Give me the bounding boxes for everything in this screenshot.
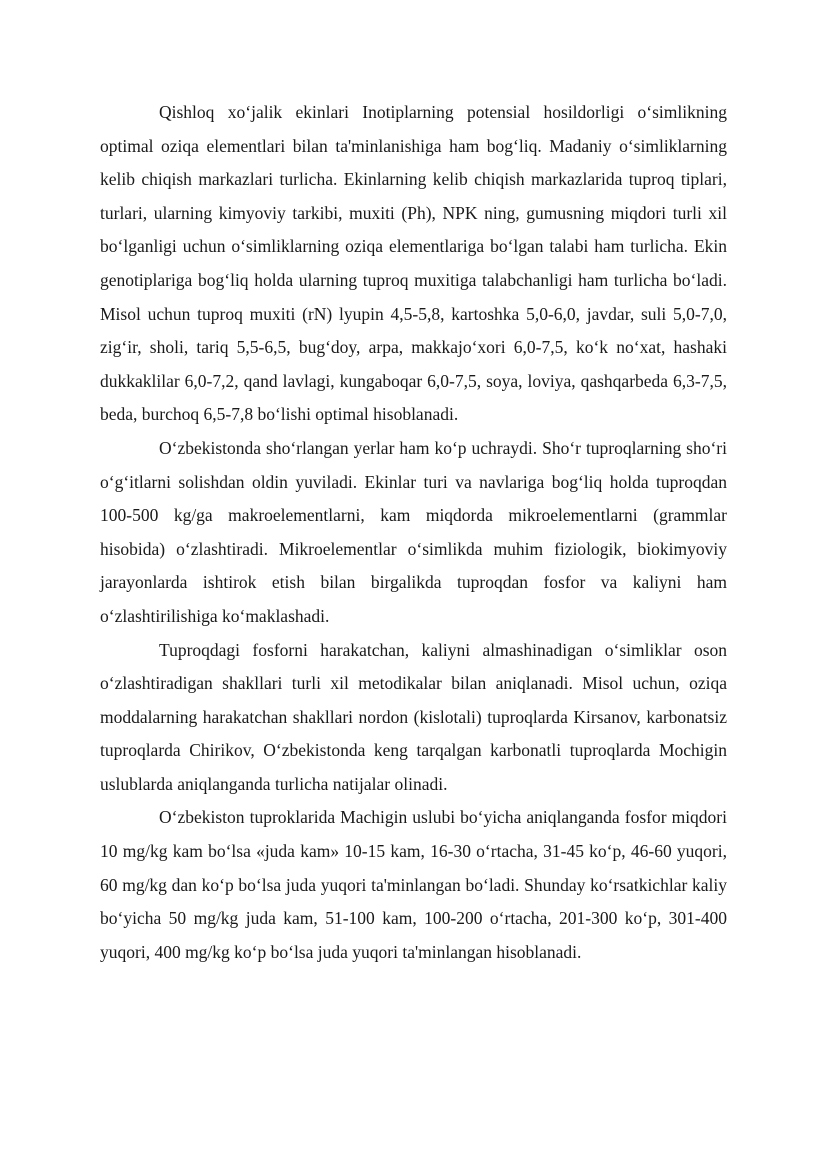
document-page	[100, 96, 727, 969]
paragraph-4: O‘zbekiston tuproklarida Machigin uslubi bo‘yicha aniqlanganda fosfor miqdori 10 mg/kg kam bo‘lsa «juda kam» 10-15 kam, 16-30 o‘rtacha, 31-45 ko‘p, 46-60 yuqori, 60 mg/kg dan ko‘p bo‘lsa juda yuqori ta'minlangan bo‘ladi. Shunday ko‘rsatkichlar kaliy bo‘yicha 50 mg/kg juda kam, 51-100 kam, 100-200 o‘rtacha, 201-300 ko‘p, 301-400 yuqori, 400 mg/kg ko‘p bo‘lsa juda yuqori ta'minlangan hisoblanadi.	[100, 807, 727, 962]
paragraph-1: Qishloq xo‘jalik ekinlari Inotiplarning potensial hosildorligi o‘simlikning optimal oziqa elementlari bilan ta'minlanishiga ham bog‘liq. Madaniy o‘simliklarning kelib chiqish markazlari turlicha. Ekinlarning kelib chiqish markazlarida tuproq tiplari, turlari, ularning kimyoviy tarkibi, muxiti (Ph), NPK ning, gumusning miqdori turli xil bo‘lganligi uchun o‘simliklarning oziqa elementlariga bo‘lgan talabi ham turlicha. Ekin genotiplariga bog‘liq holda ularning tuproq muxitiga talabchanligi ham turlicha bo‘ladi. Misol uchun tuproq muxiti (rN) lyupin 4,5-5,8, kartoshka 5,0-6,0, javdar, suli 5,0-7,0, zig‘ir, sholi, tariq 5,5-6,5, bug‘doy, arpa, makkajo‘xori 6,0-7,5, ko‘k no‘xat, hashaki dukkaklilar 6,0-7,2, qand lavlagi, kungaboqar 6,0-7,5, soya, loviya, qashqarbeda 6,3-7,5, beda, burchoq 6,5-7,8 bo‘lishi optimal hisoblanadi.	[100, 102, 727, 425]
paragraph-3: Tuproqdagi fosforni harakatchan, kaliyni almashinadigan o‘simliklar oson o‘zlashtiradigan shakllari turli xil metodikalar bilan aniqlanadi. Misol uchun, oziqa moddalarning harakatchan shakllari nordon (kislotali) tuproqlarda Kirsanov, karbonatsiz tuproqlarda Chirikov, O‘zbekistonda keng tarqalgan karbonatli tuproqlarda Mochigin uslublarda aniqlanganda turlicha natijalar olinadi.	[100, 639, 727, 794]
paragraph-2: O‘zbekistonda sho‘rlangan yerlar ham ko‘p uchraydi. Sho‘r tuproqlarning sho‘ri o‘g‘itlarni solishdan oldin yuviladi. Ekinlar turi va navlariga bog‘liq holda tuproqdan 100-500 kg/ga makroelementlarni, kam miqdorda mikroelementlarni (grammlar hisobida) o‘zlashtiradi. Mikroelementlar o‘simlikda muhim fiziologik, biokimyoviy jarayonlarda ishtirok etish bilan birgalikda tuproqdan fosfor va kaliyni ham o‘zlashtirilishiga ko‘maklashadi.	[100, 437, 727, 626]
